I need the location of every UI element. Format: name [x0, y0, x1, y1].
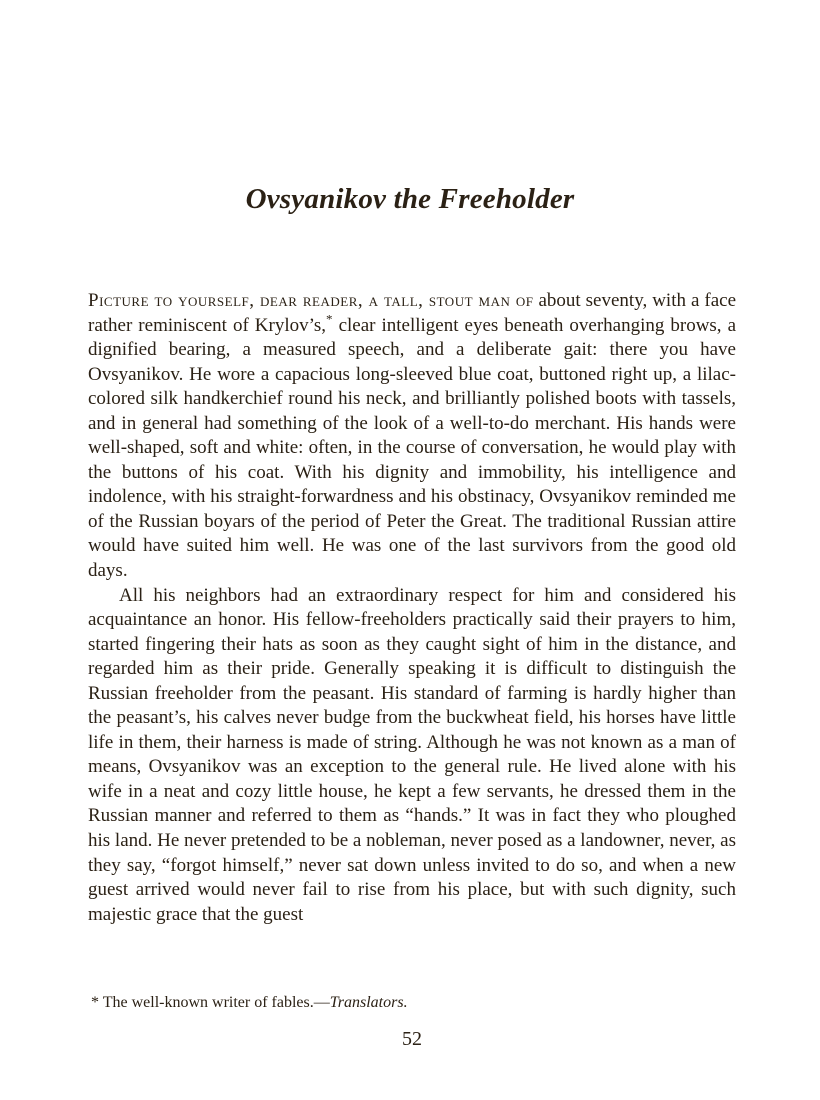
chapter-title: Ovsyanikov the Freeholder	[245, 183, 575, 216]
footnote-marker-reference: *	[326, 311, 333, 327]
paragraph-1-rest: clear intelligent eyes beneath overhanging brows, a dignified bearing, a measured speech, and a deliberate gait: there you have Ovsyanikov. He wore a capacious long-sleeved blue coat, buttoned right up, a lilac-colored silk handkerchief round his neck, and brilliantly polished boots with tassels, and in general had something of the look of a well-to-do merchant. His hands were well-shaped, soft and white: often, in the course of conversation, he would play with the buttons of his coat. With his dignity and immobility, his intelligence and indolence, with his straight-forwardness and his obstinacy, Ovsyanikov reminded me of the Russian boyars of the period of Peter the Great. The traditional Russian attire would have suited him well. He was one of the last survivors from the good old days.	[88, 314, 736, 582]
footnote-text: The well-known writer of fables.—	[102, 994, 330, 1011]
smallcaps-lead: Picture to yourself, dear reader, a tall, stout man of	[88, 290, 534, 311]
paragraph-1-after-lead: about seventy, with a face rather reminiscent of Krylov’s,	[88, 290, 737, 336]
body-text	[88, 289, 736, 927]
footnote-marker: *	[91, 994, 99, 1011]
footnote-attribution: Translators.	[329, 994, 408, 1011]
paragraph-2: All his neighbors had an extraordinary respect for him and considered his acquaintance an honor. His fellow-freeholders practically said their prayers to him, started fingering their hats as soon as they caught sight of him in the distance, and regarded him as their pride. Generally speaking it is difficult to distinguish the Russian freeholder from the peasant. His standard of farming is hardly higher than the peasant’s, his calves never budge from the buckwheat field, his horses have little life in them, their harness is made of string. Although he was not known as a man of means, Ovsyanikov was an exception to the general rule. He lived alone with his wife in a neat and cozy little house, he kept a few servants, he dressed them in the Russian manner and referred to them as “hands.” It was in fact they who ploughed his land. He never pretended to be a nobleman, never posed as a landowner, never, as they say, “forgot himself,” never sat down unless invited to do so, and when a new guest arrived would never fail to rise from his place, but with such dignity, such majestic grace that the guest	[88, 584, 736, 925]
footnote	[91, 993, 736, 1013]
paragraph-1	[88, 289, 736, 584]
page-number: 52	[402, 1028, 422, 1050]
